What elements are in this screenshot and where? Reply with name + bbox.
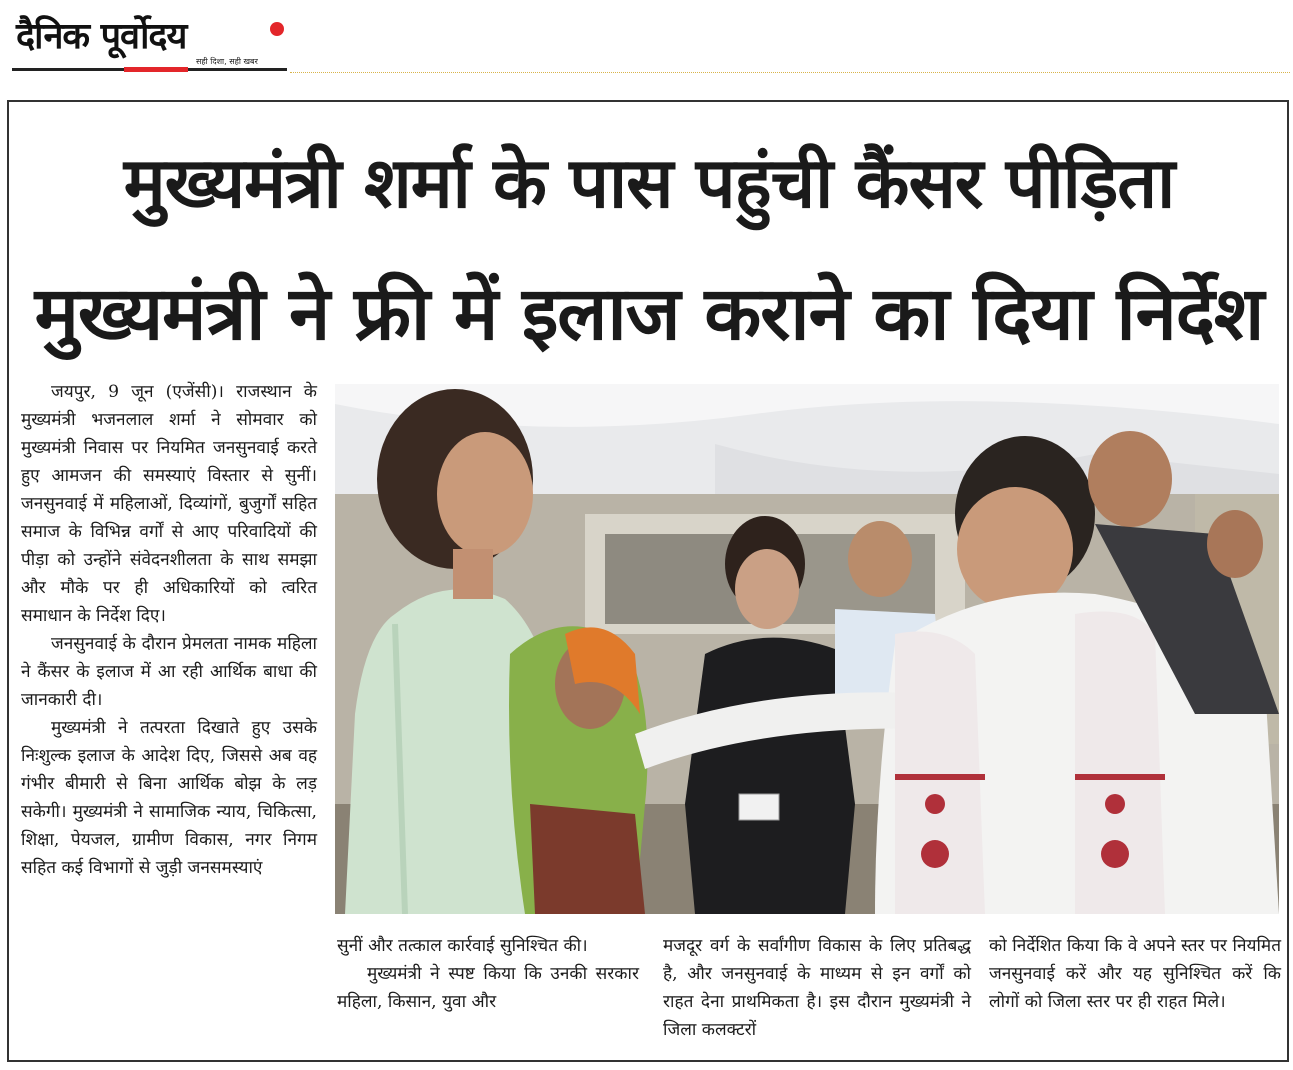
article-box <box>7 100 1289 1062</box>
news-photo <box>335 384 1279 914</box>
paragraph: को निर्देशित किया कि वे अपने स्तर पर नियमित जनसुनवाई करें और यह सुनिश्चित करें कि लोगों को जिला स्तर पर ही राहत मिले। <box>989 936 1281 1012</box>
logo-red-bar <box>124 67 188 72</box>
paragraph: मुख्यमंत्री ने स्पष्ट किया कि उनकी सरकार महिला, किसान, युवा और <box>337 964 639 1012</box>
newspaper-logo[interactable]: दैनिक पूर्वोदय <box>16 16 187 57</box>
article-column-4 <box>989 932 1281 1016</box>
article-column-3 <box>663 932 971 1044</box>
header-divider <box>290 72 1290 73</box>
masthead <box>12 8 287 72</box>
paragraph: जनसुनवाई के दौरान प्रेमलता नामक महिला ने कैंसर के इलाज में आ रही आर्थिक बाधा की जानकारी दी। <box>21 634 317 710</box>
logo-dot-icon <box>270 22 284 36</box>
article-column-2 <box>337 932 639 1016</box>
tagline: सही दिशा, सही खबर <box>196 57 258 66</box>
headline-line-2: मुख्यमंत्री ने फ्री में इलाज कराने का दिया निर्देश <box>34 271 1264 357</box>
article-column-1 <box>21 378 317 882</box>
photo-illustration <box>335 384 1279 914</box>
headline-line-1: मुख्यमंत्री शर्मा के पास पहुंची कैंसर पीड़िता <box>123 142 1175 224</box>
paragraph: जयपुर, 9 जून (एजेंसी)। राजस्थान के मुख्यमंत्री भजनलाल शर्मा ने सोमवार को मुख्यमंत्री निवास पर नियमित जनसुनवाई करते हुए आमजन की समस्याएं विस्तार से सुनीं। जनसुनवाई में महिलाओं, दिव्यांगों, बुजुर्गों सहित समाज के विभिन्न वर्गों से आए परिवादियों की पीड़ा को उन्होंने संवेदनशीलता के साथ समझा और मौके पर ही अधिकारियों को त्वरित समाधान के निर्देश दिए। <box>21 382 317 626</box>
paragraph: मजदूर वर्ग के सर्वांगीण विकास के लिए प्रतिबद्ध है, और जनसुनवाई के माध्यम से इन वर्गों को राहत देना प्राथमिकता है। इस दौरान मुख्यमंत्री ने जिला कलक्टरों <box>663 936 971 1040</box>
paragraph: सुनीं और तत्काल कार्रवाई सुनिश्चित की। <box>337 936 588 956</box>
paragraph: मुख्यमंत्री ने तत्परता दिखाते हुए उसके निःशुल्क इलाज के आदेश दिए, जिससे अब वह गंभीर बीमारी से बिना आर्थिक बोझ के लड़ सकेगी। मुख्यमंत्री ने सामाजिक न्याय, चिकित्सा, शिक्षा, पेयजल, ग्रामीण विकास, नगर निगम सहित कई विभागों से जुड़ी जनसमस्याएं <box>21 718 317 878</box>
